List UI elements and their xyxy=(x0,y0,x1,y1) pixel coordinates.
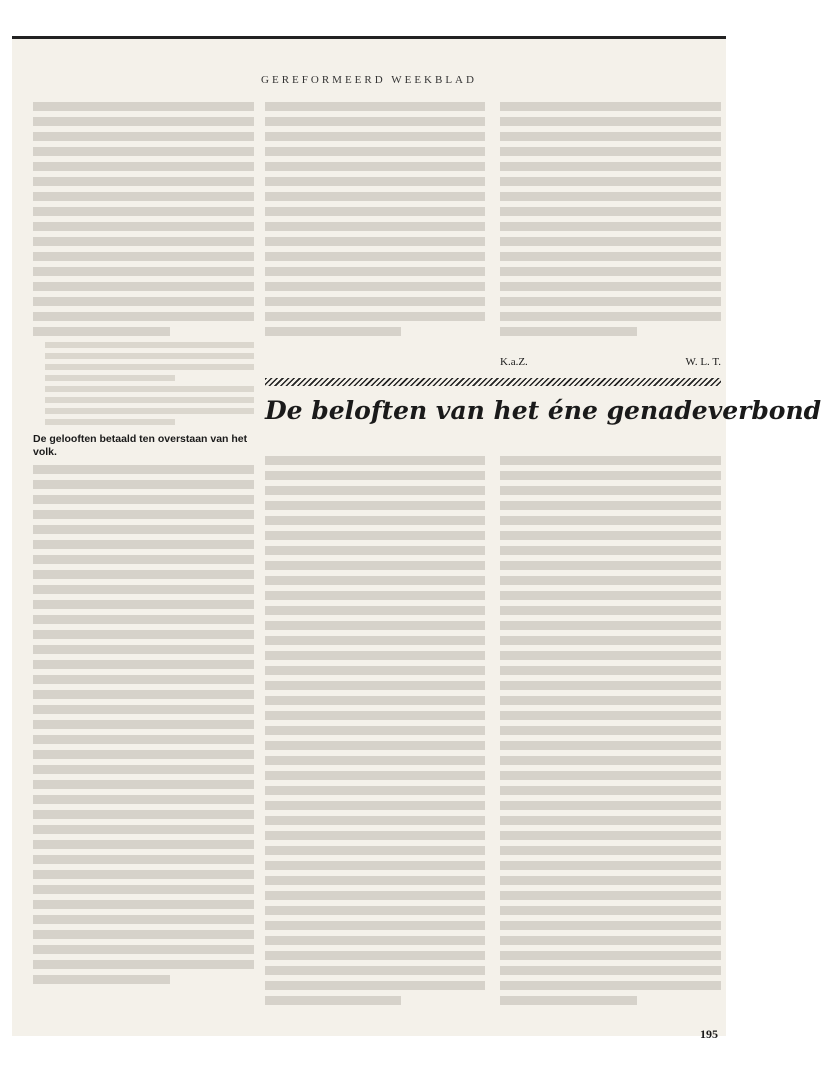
column-right-top xyxy=(500,102,721,352)
decorative-rule xyxy=(265,378,721,386)
signature-right: W. L. T. xyxy=(685,356,721,368)
article-title: De beloften van het éne genadeverbond xyxy=(265,396,821,425)
masthead: GEREFORMEERD WEEKBLAD xyxy=(261,74,477,86)
column-middle-top xyxy=(265,102,485,352)
column-middle-bottom xyxy=(265,456,485,1026)
top-rule xyxy=(12,36,726,39)
column-left xyxy=(33,102,254,1042)
signature-line xyxy=(500,356,721,368)
poem-block xyxy=(45,342,254,425)
magazine-page xyxy=(12,36,821,1041)
subheading: De gelooften betaald ten overstaan van het volk. xyxy=(33,433,248,458)
signature-left: K.a.Z. xyxy=(500,356,528,368)
page-number: 195 xyxy=(700,1027,718,1041)
column-right-bottom xyxy=(500,456,721,1026)
